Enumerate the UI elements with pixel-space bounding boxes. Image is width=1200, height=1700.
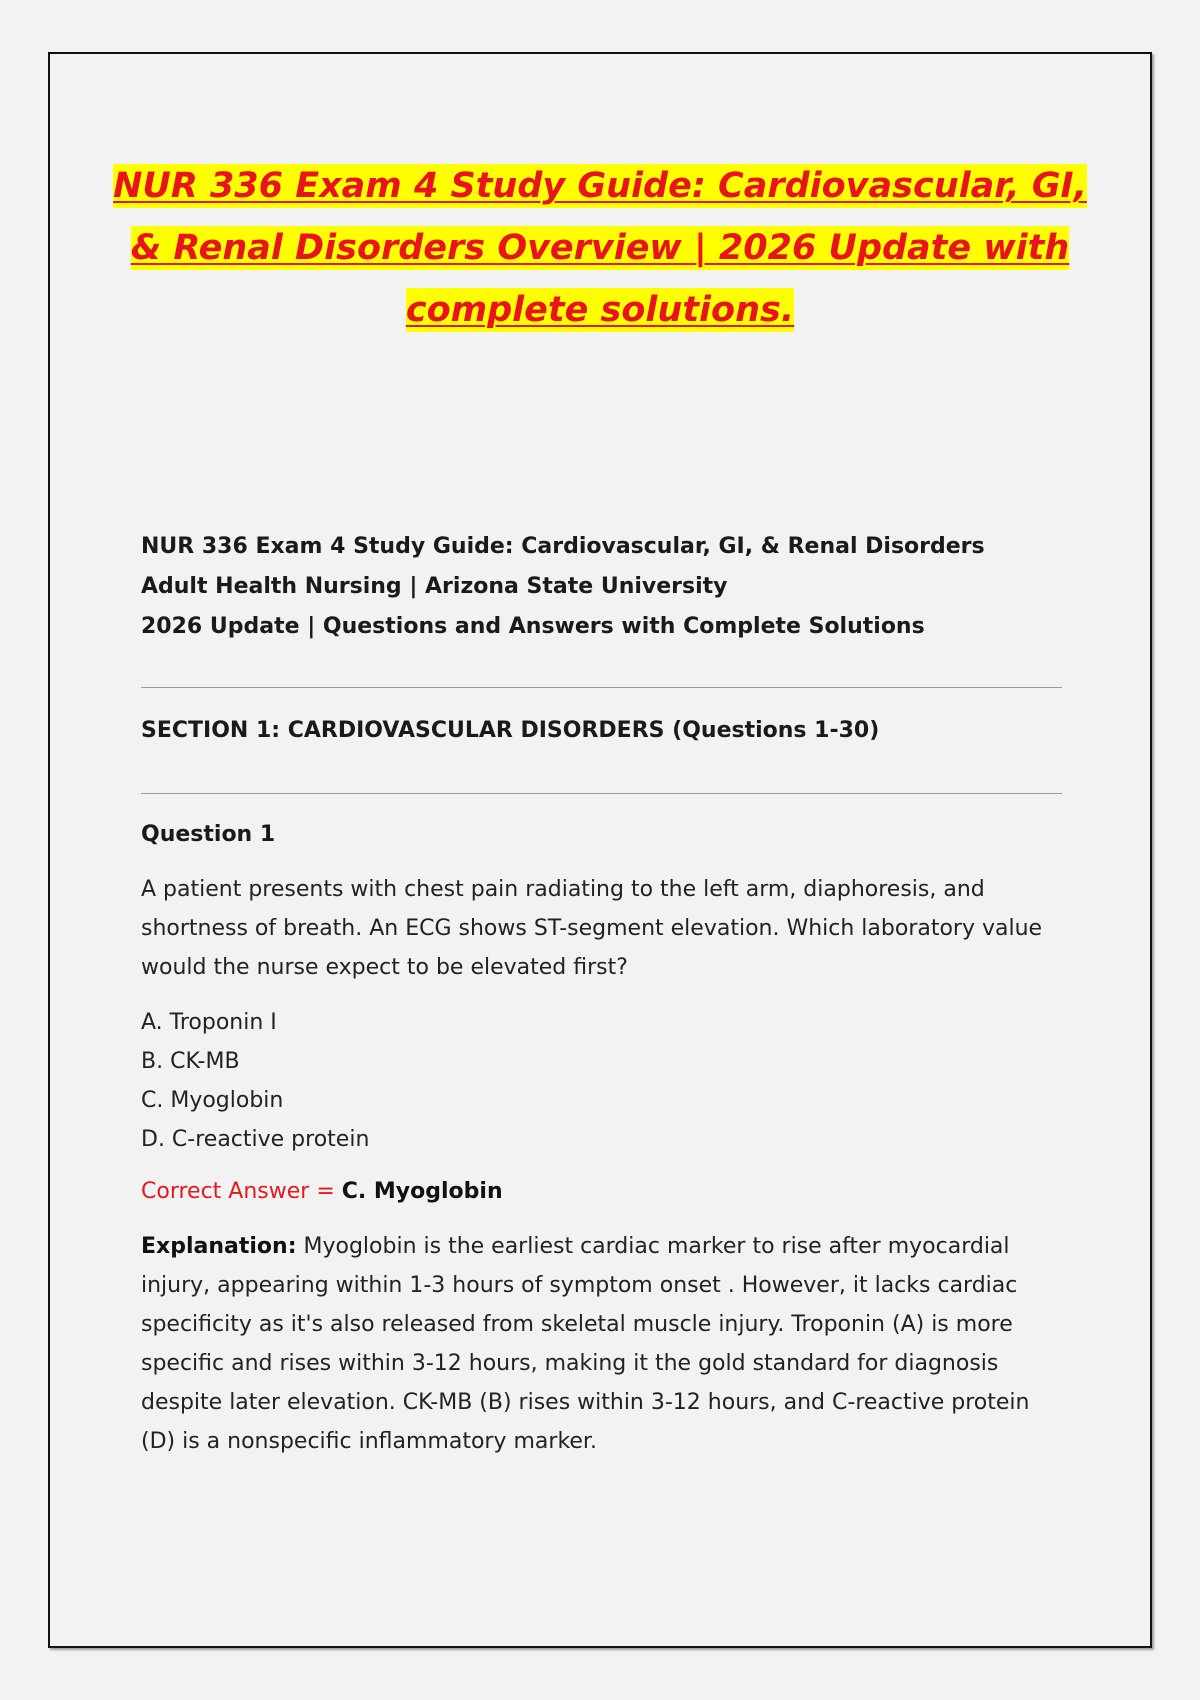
divider-2 xyxy=(141,793,1062,794)
document-body xyxy=(141,527,1062,1461)
title-line-2: & Renal Disorders Overview | 2026 Update with xyxy=(130,228,1070,268)
correct-answer xyxy=(141,1177,1062,1207)
option-a: A. Troponin I xyxy=(141,1010,277,1035)
title-line-3: complete solutions. xyxy=(405,290,795,330)
correct-answer-value: C. Myoglobin xyxy=(341,1179,503,1204)
question-label: Question 1 xyxy=(141,822,276,847)
option-d: D. C-reactive protein xyxy=(141,1127,370,1152)
header-institution-line: Adult Health Nursing | Arizona State University xyxy=(141,574,728,599)
option-b: B. CK-MB xyxy=(141,1049,240,1074)
correct-answer-label: Correct Answer = xyxy=(141,1179,342,1204)
explanation-text: Myoglobin is the earliest cardiac marker to rise after myocardial injury, appearing within 1-3 hours of symptom onset . However, it lacks cardiac specificity as it's also released from skeletal muscle injury. Troponin (A) is more specific and rises within 3-12 hours, making it the gold standard for diagnosis despite later elevation. CK-MB (B) rises within 3-12 hours, and C-reactive protein (D) is a nonspecific inflammatory marker. xyxy=(141,1234,1030,1454)
explanation-label: Explanation: xyxy=(141,1234,297,1259)
option-c: C. Myoglobin xyxy=(141,1088,284,1113)
question-stem: A patient presents with chest pain radiating to the left arm, diaphoresis, and shortness of breath. An ECG shows ST-segment elevation. Which laboratory value would the nurse expect to be elevated first? xyxy=(141,877,1043,980)
document-title xyxy=(100,155,1100,341)
header-update-line: 2026 Update | Questions and Answers with Complete Solutions xyxy=(141,614,925,639)
section-heading: SECTION 1: CARDIOVASCULAR DISORDERS (Questions 1-30) xyxy=(141,718,880,743)
answer-options xyxy=(141,1003,1062,1159)
divider-1 xyxy=(141,687,1062,688)
explanation xyxy=(141,1227,1062,1461)
header-course-line: NUR 336 Exam 4 Study Guide: Cardiovascular, GI, & Renal Disorders xyxy=(141,534,985,559)
title-line-1: NUR 336 Exam 4 Study Guide: Cardiovascular, GI, xyxy=(113,166,1087,206)
